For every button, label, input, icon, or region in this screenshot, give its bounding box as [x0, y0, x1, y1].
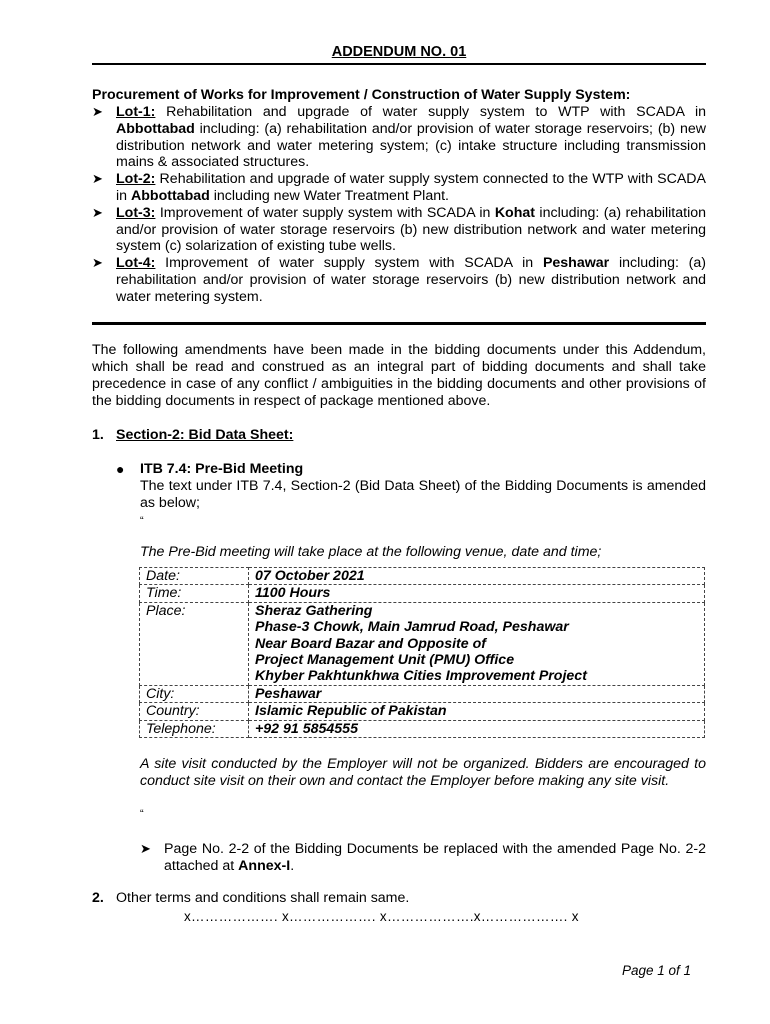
- venue-table: [139, 567, 705, 738]
- page-replace-item: ➤ Page No. 2-2 of the Bidding Documents be replaced with the amended Page No. 2-2 attached at Annex-I.: [140, 841, 706, 874]
- itb-text: The text under ITB 7.4, Section-2 (Bid Data Sheet) of the Bidding Documents is amended as below;: [140, 478, 706, 511]
- meeting-place: Sheraz Gathering Phase-3 Chowk, Main Jamrud Road, Peshawar Near Board Bazar and Opposite of Project Management Unit (PMU) Office Khyber Pakhtunkhwa Cities Improvement Project: [249, 602, 705, 685]
- quote-open-mark: “: [140, 515, 144, 527]
- meeting-city: Peshawar: [249, 685, 705, 702]
- end-separator: x………………. x………………. x……………….x………………. x: [184, 909, 579, 924]
- arrow-bullet-icon: ➤: [92, 204, 103, 220]
- table-row: Time: 1100 Hours: [140, 585, 705, 602]
- arrow-bullet-icon: ➤: [92, 171, 103, 187]
- lot-item: ➤ Lot-4: Improvement of water supply system with SCADA in Peshawar including: (a) rehabilitation and/or provision of water storage reservoirs (b) new distribution network and water metering system.: [92, 255, 707, 305]
- meeting-country: Islamic Republic of Pakistan: [249, 703, 705, 720]
- itb-bullet: [116, 461, 706, 512]
- table-row: Date: 07 October 2021: [140, 568, 705, 585]
- quote-close-mark: “: [140, 808, 144, 820]
- lot-item: ➤ Lot-3: Improvement of water supply system with SCADA in Kohat including: (a) rehabilitation and/or provision of water storage reservoirs (b) new distribution network and water metering system (c) solarization of existing tube wells.: [92, 204, 707, 255]
- meeting-date: 07 October 2021: [249, 568, 705, 585]
- intro-paragraph: The following amendments have been made in the bidding documents under this Addendum, which shall be read and construed as an integral part of bidding documents and shall take precedence in case of any conflict / ambiguities in the bidding documents and other provisions of the bidding documents in respect of package mentioned above.: [92, 342, 706, 409]
- itb-title: ITB 7.4: Pre-Bid Meeting: [140, 461, 304, 477]
- section-1-heading: 1. Section-2: Bid Data Sheet:: [92, 427, 294, 443]
- arrow-bullet-icon: ➤: [92, 104, 103, 119]
- procurement-heading: Procurement of Works for Improvement / Construction of Water Supply System:: [92, 87, 631, 103]
- bullet-dot-icon: ●: [116, 461, 125, 477]
- addendum-title: ADDENDUM NO. 01: [331, 44, 467, 60]
- table-row: Place: Sheraz Gathering Phase-3 Chowk, Main Jamrud Road, Peshawar Near Board Bazar and Opposite of Project Management Unit (PMU) Office Khyber Pakhtunkhwa Cities Improvement Project: [140, 602, 705, 685]
- meeting-telephone: +92 91 5854555: [249, 720, 705, 737]
- lot-item: ➤ Lot-1: Rehabilitation and upgrade of water supply system to WTP with SCADA in Abbottabad including: (a) rehabilitation and/or provision of water storage reservoirs; (b) new distribution network and water metering system; (c) intake structure including transmission mains & associated structures.: [92, 104, 706, 171]
- lot-item: ➤ Lot-2: Rehabilitation and upgrade of water supply system connected to the WTP with SCADA in Abbottabad including new Water Treatment Plant.: [92, 171, 706, 204]
- section-divider: [92, 322, 706, 325]
- table-row: Telephone: +92 91 5854555: [140, 720, 705, 737]
- lots-list: [92, 104, 706, 306]
- arrow-bullet-icon: ➤: [140, 841, 151, 856]
- title-rule: [92, 63, 706, 65]
- meeting-time: 1100 Hours: [249, 585, 705, 602]
- table-row: City: Peshawar: [140, 685, 705, 702]
- table-row: Country: Islamic Republic of Pakistan: [140, 703, 705, 720]
- site-visit-note: A site visit conducted by the Employer will not be organized. Bidders are encouraged to conduct site visit on their own and contact the Employer before making any site visit.: [140, 756, 706, 789]
- page-number: Page 1 of 1: [622, 963, 692, 978]
- section-2: 2. Other terms and conditions shall remain same.: [92, 890, 410, 906]
- prebid-intro: The Pre-Bid meeting will take place at the following venue, date and time;: [140, 544, 602, 560]
- arrow-bullet-icon: ➤: [92, 255, 103, 271]
